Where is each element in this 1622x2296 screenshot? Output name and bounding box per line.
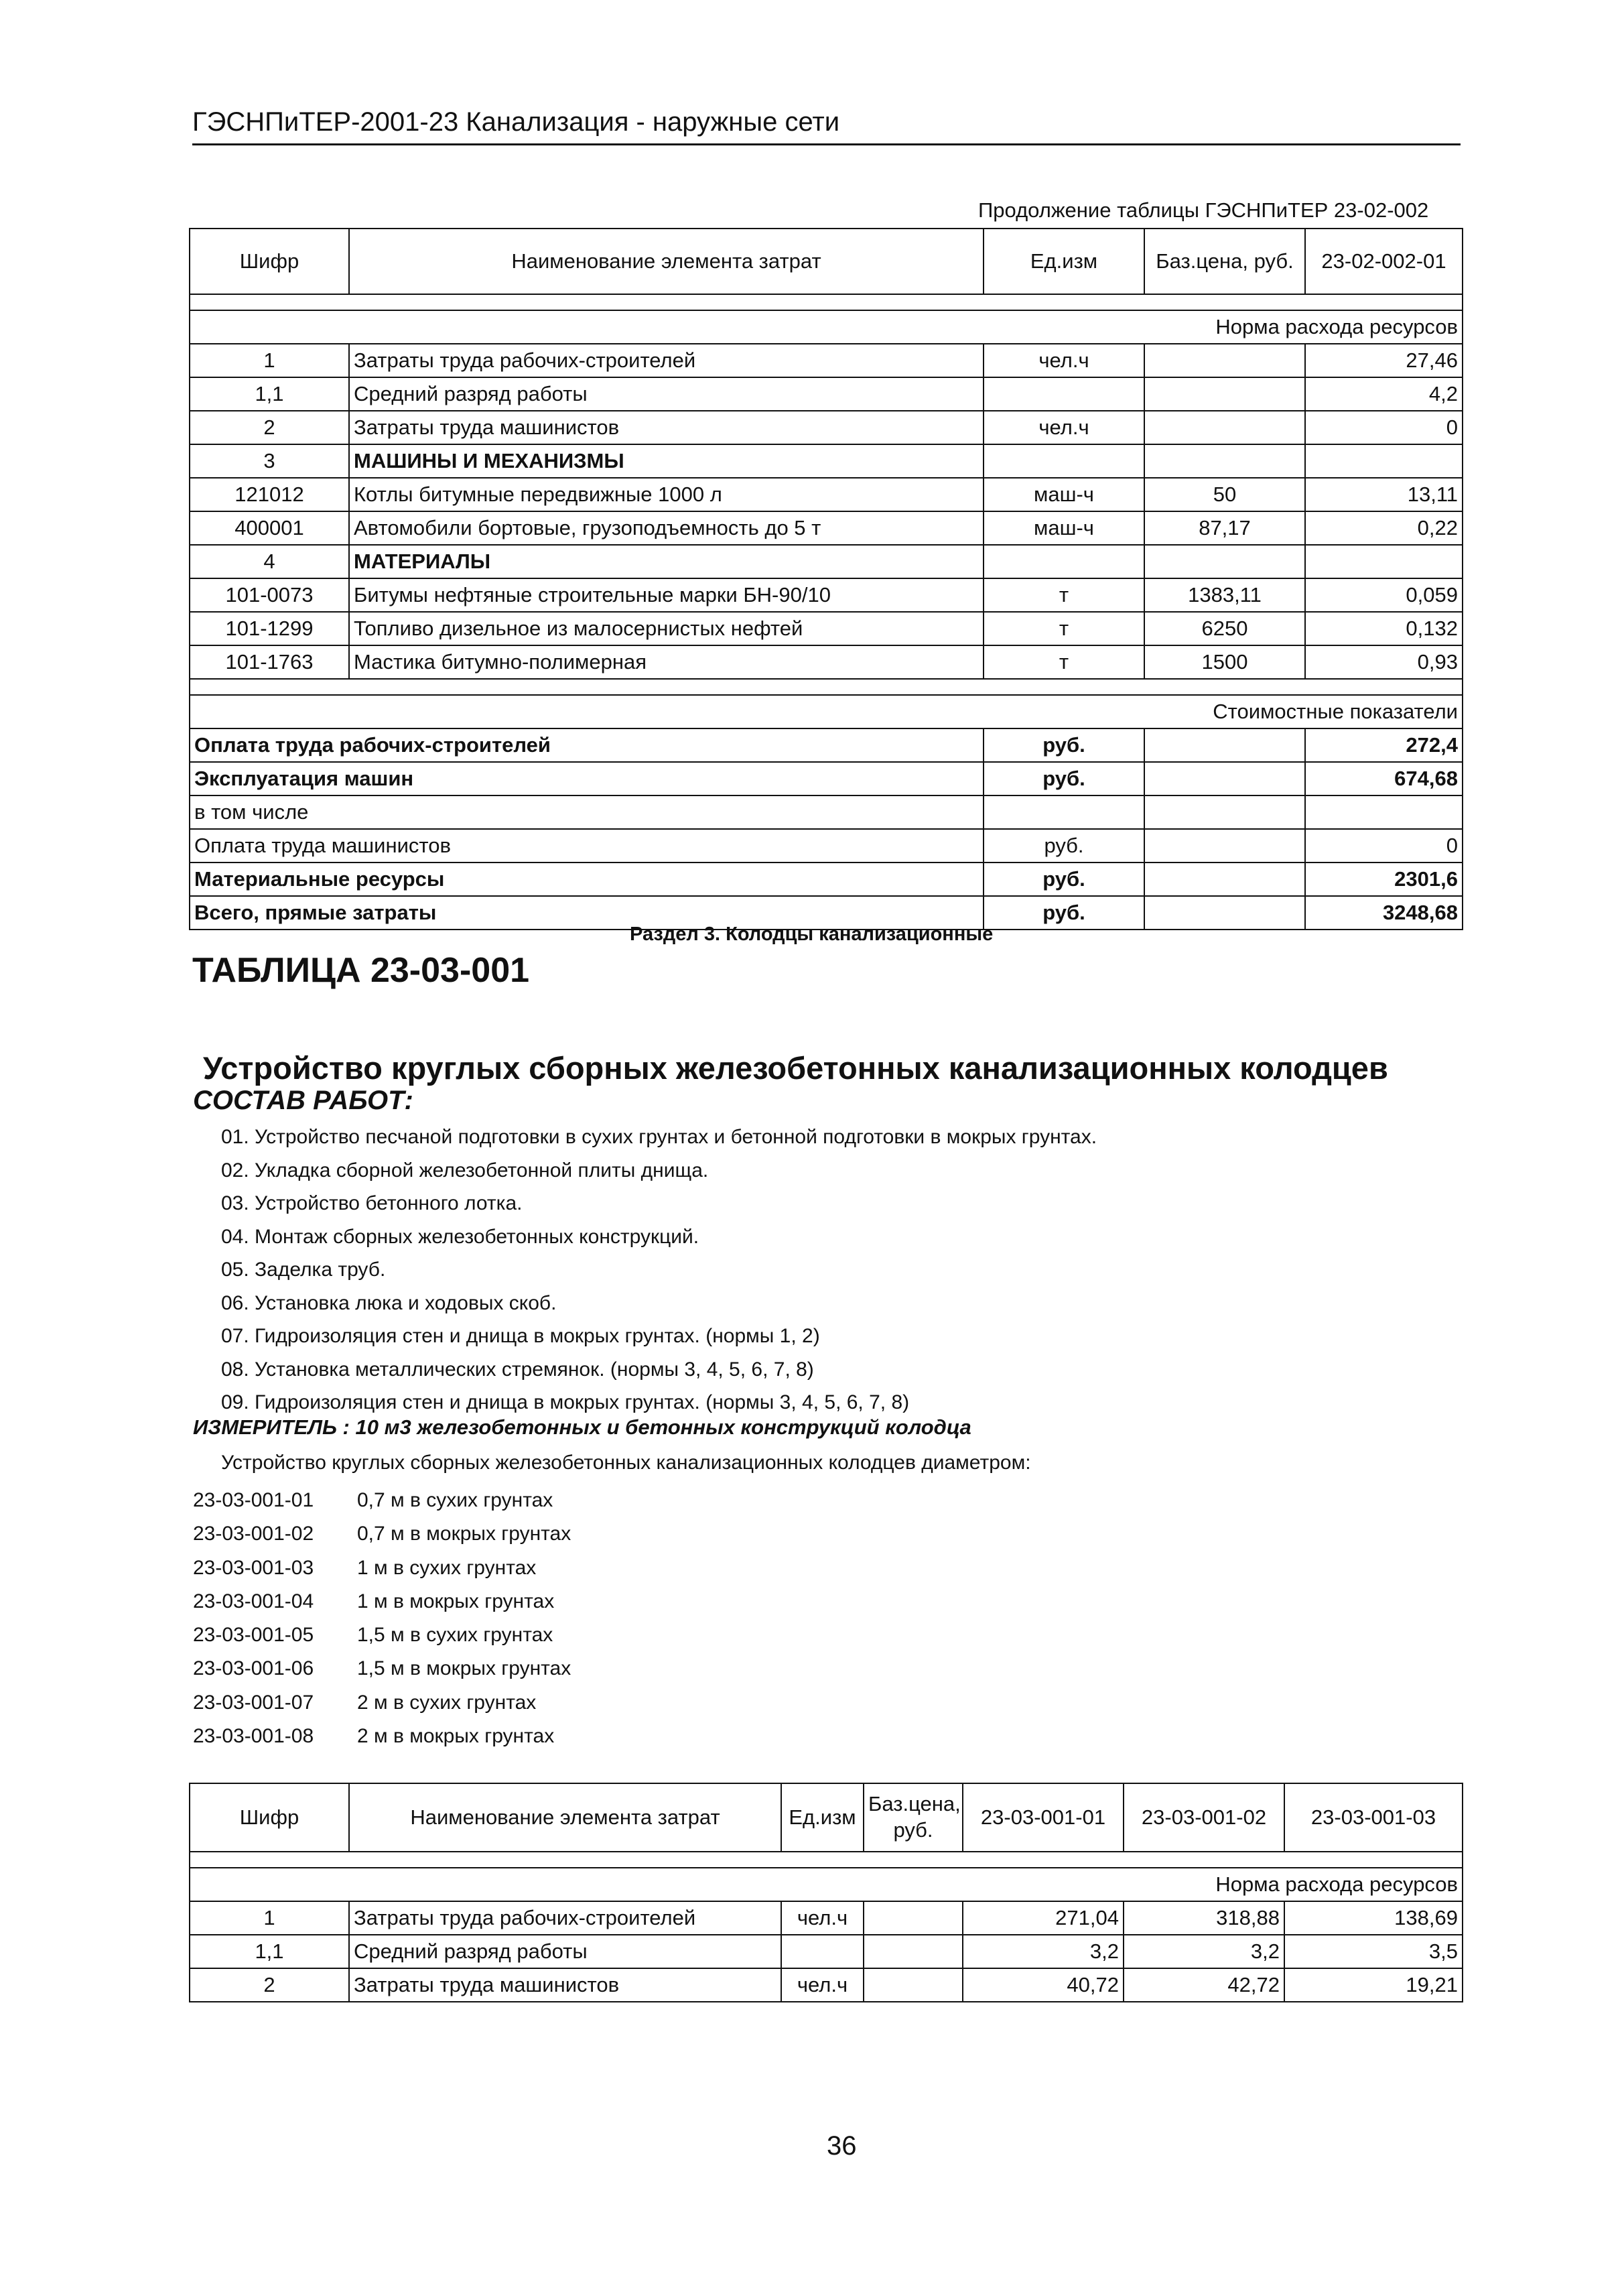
row-code: 4 [190,545,349,578]
work-item: 08. Установка металлических стремянок. (нормы 3, 4, 5, 6, 7, 8) [221,1358,814,1381]
row-unit: чел.ч [781,1968,864,2002]
variant-code: 23-03-001-08 [193,1725,314,1748]
variant-text: 0,7 м в сухих грунтах [357,1489,553,1511]
resource-table-23-03-001 [189,1783,1463,2002]
row-name: Битумы нефтяные строительные марки БН-90/10 [349,578,984,612]
spacer-row [190,679,1463,695]
row-unit [984,444,1144,478]
table-row [190,1935,1463,1968]
variants-intro: Устройство круглых сборных железобетонных канализационных колодцев диаметром: [221,1452,1031,1474]
row-code: 2 [190,1968,349,2002]
cost-label-row [190,695,1463,728]
table-row [190,478,1463,511]
row-unit: т [984,578,1144,612]
row-name: МАТЕРИАЛЫ [349,545,984,578]
section-heading: Раздел 3. Колодцы канализационные [630,923,994,945]
cost-name: Всего, прямые затраты [190,896,984,930]
row-name: Котлы битумные передвижные 1000 л [349,478,984,511]
row-value: 0 [1305,411,1463,444]
work-item: 03. Устройство бетонного лотка. [221,1192,523,1214]
column-header: Баз.цена, руб. [864,1783,963,1852]
row-price: 1383,11 [1144,578,1305,612]
row-code: 1,1 [190,377,349,411]
row-value: 0,059 [1305,578,1463,612]
row-unit [984,545,1144,578]
section-title: Устройство круглых сборных железобетонных канализационных колодцев [203,1050,1388,1086]
cost-row [190,795,1463,829]
row-value: 0,132 [1305,612,1463,645]
row-value: 138,69 [1284,1901,1463,1935]
row-value: 42,72 [1124,1968,1284,2002]
cost-price [1144,762,1305,795]
cost-row [190,728,1463,762]
cost-name: Оплата труда машинистов [190,829,984,863]
row-code: 101-1763 [190,645,349,679]
table-number-title: ТАБЛИЦА 23-03-001 [192,951,530,990]
row-value [1305,444,1463,478]
row-value: 0,93 [1305,645,1463,679]
variant-item [193,1618,571,1652]
row-unit: т [984,645,1144,679]
row-code: 1 [190,1901,349,1935]
norm-label: Норма расхода ресурсов [190,1868,1463,1901]
column-header: Шифр [190,1783,349,1852]
row-unit: маш-ч [984,511,1144,545]
row-unit: чел.ч [984,411,1144,444]
cost-value: 272,4 [1305,728,1463,762]
cost-label: Стоимостные показатели [190,695,1463,728]
variant-item [193,1720,571,1753]
column-header: 23-03-001-02 [1124,1783,1284,1852]
table-row [190,411,1463,444]
work-item: 05. Заделка труб. [221,1259,386,1281]
table-continuation-caption: Продолжение таблицы ГЭСНПиТЕР 23-02-002 [978,198,1429,222]
row-price: 1500 [1144,645,1305,679]
row-code: 400001 [190,511,349,545]
cost-price [1144,896,1305,930]
cost-name: Материальные ресурсы [190,863,984,896]
row-value: 3,2 [963,1935,1124,1968]
cost-price [1144,728,1305,762]
variant-code: 23-03-001-04 [193,1590,314,1612]
cost-unit: руб. [984,762,1144,795]
spacer-row [190,294,1463,310]
variant-text: 1 м в мокрых грунтах [357,1590,555,1612]
page-header: ГЭСНПиТЕР-2001-23 Канализация - наружные сети [192,107,840,137]
row-price [864,1935,963,1968]
row-price [1144,377,1305,411]
row-code: 101-1299 [190,612,349,645]
variant-text: 1 м в сухих грунтах [357,1556,537,1579]
variant-item [193,1652,571,1685]
row-price [1144,444,1305,478]
cost-row [190,762,1463,795]
variant-text: 0,7 м в мокрых грунтах [357,1523,571,1545]
variant-item [193,1551,571,1585]
variant-text: 1,5 м в мокрых грунтах [357,1657,571,1680]
row-price [1144,344,1305,377]
row-value: 27,46 [1305,344,1463,377]
cost-row [190,863,1463,896]
cost-unit: руб. [984,863,1144,896]
spacer-row [190,1852,1463,1868]
variant-code: 23-03-001-07 [193,1691,314,1714]
row-unit: т [984,612,1144,645]
column-header: 23-02-002-01 [1305,229,1463,294]
work-item: 04. Монтаж сборных железобетонных конструкций. [221,1225,699,1248]
table-row [190,444,1463,478]
row-price: 87,17 [1144,511,1305,545]
variants-list [193,1484,571,1753]
cost-unit: руб. [984,728,1144,762]
row-code: 101-0073 [190,578,349,612]
cost-row [190,829,1463,863]
row-value: 40,72 [963,1968,1124,2002]
table-row [190,578,1463,612]
cost-price [1144,863,1305,896]
cost-value [1305,795,1463,829]
cost-unit: руб. [984,829,1144,863]
table-row [190,1968,1463,2002]
row-value: 13,11 [1305,478,1463,511]
variant-item [193,1484,571,1517]
variant-code: 23-03-001-03 [193,1556,314,1579]
measure-unit [193,1415,971,1440]
cost-name: в том числе [190,795,984,829]
norm-label-row [190,1868,1463,1901]
row-value [1305,545,1463,578]
cost-price [1144,795,1305,829]
measure-value: 10 м3 железобетонных и бетонных конструкций колодца [355,1415,971,1439]
cost-value: 0 [1305,829,1463,863]
row-name: МАШИНЫ И МЕХАНИЗМЫ [349,444,984,478]
row-code: 1,1 [190,1935,349,1968]
row-unit [984,377,1144,411]
table-row [190,645,1463,679]
resource-table-23-02-002 [189,228,1463,930]
cost-unit [984,795,1144,829]
row-code: 1 [190,344,349,377]
row-unit [781,1935,864,1968]
work-item: 06. Установка люка и ходовых скоб. [221,1291,557,1314]
variant-item [193,1686,571,1720]
table-header-row [190,229,1463,294]
row-price [864,1901,963,1935]
variant-code: 23-03-001-02 [193,1523,314,1545]
cost-value: 674,68 [1305,762,1463,795]
row-price [1144,545,1305,578]
cost-name: Оплата труда рабочих-строителей [190,728,984,762]
row-price: 50 [1144,478,1305,511]
row-value: 318,88 [1124,1901,1284,1935]
cost-price [1144,829,1305,863]
row-value: 3,5 [1284,1935,1463,1968]
variant-text: 2 м в мокрых грунтах [357,1725,555,1748]
table-row [190,612,1463,645]
column-header: Шифр [190,229,349,294]
row-name: Топливо дизельное из малосернистых нефтей [349,612,984,645]
table-row [190,344,1463,377]
row-unit: маш-ч [984,478,1144,511]
row-code: 3 [190,444,349,478]
row-code: 121012 [190,478,349,511]
table-header-row [190,1783,1463,1852]
variant-item [193,1585,571,1618]
cost-name: Эксплуатация машин [190,762,984,795]
variant-text: 1,5 м в сухих грунтах [357,1624,553,1647]
column-header: Наименование элемента затрат [349,229,984,294]
cost-value: 3248,68 [1305,896,1463,930]
work-item: 01. Устройство песчаной подготовки в сухих грунтах и бетонной подготовки в мокрых грунтах. [221,1126,1097,1148]
cost-unit: руб. [984,896,1144,930]
row-value: 3,2 [1124,1935,1284,1968]
row-unit: чел.ч [781,1901,864,1935]
table-row [190,377,1463,411]
row-name: Затраты труда машинистов [349,411,984,444]
work-item: 02. Укладка сборной железобетонной плиты днища. [221,1159,709,1182]
row-name: Мастика битумно-полимерная [349,645,984,679]
row-unit: чел.ч [984,344,1144,377]
column-header: 23-03-001-01 [963,1783,1124,1852]
row-value: 19,21 [1284,1968,1463,2002]
header-rule [192,143,1461,145]
row-price [864,1968,963,2002]
column-header: Ед.изм [781,1783,864,1852]
variant-item [193,1517,571,1551]
column-header: Наименование элемента затрат [349,1783,781,1852]
row-price: 6250 [1144,612,1305,645]
cost-value: 2301,6 [1305,863,1463,896]
column-header: Ед.изм [984,229,1144,294]
norm-label: Норма расхода ресурсов [190,310,1463,344]
row-price [1144,411,1305,444]
row-value: 0,22 [1305,511,1463,545]
row-name: Затраты труда рабочих-строителей [349,1901,781,1935]
row-value: 271,04 [963,1901,1124,1935]
norm-label-row [190,310,1463,344]
work-item: 09. Гидроизоляция стен и днища в мокрых грунтах. (нормы 3, 4, 5, 6, 7, 8) [221,1391,910,1413]
row-name: Автомобили бортовые, грузоподъемность до 5 т [349,511,984,545]
table-row [190,1901,1463,1935]
column-header: Баз.цена, руб. [1144,229,1305,294]
composition-label: СОСТАВ РАБОТ: [193,1086,413,1115]
variant-code: 23-03-001-05 [193,1624,314,1647]
row-code: 2 [190,411,349,444]
measure-label: ИЗМЕРИТЕЛЬ : [193,1415,350,1439]
table-row [190,545,1463,578]
row-name: Средний разряд работы [349,1935,781,1968]
works-list [221,1121,1097,1419]
work-item: 07. Гидроизоляция стен и днища в мокрых грунтах. (нормы 1, 2) [221,1325,820,1347]
column-header: 23-03-001-03 [1284,1783,1463,1852]
variant-code: 23-03-001-01 [193,1489,314,1511]
row-value: 4,2 [1305,377,1463,411]
row-name: Средний разряд работы [349,377,984,411]
page-number: 36 [827,2131,857,2161]
row-name: Затраты труда рабочих-строителей [349,344,984,377]
table-row [190,511,1463,545]
row-name: Затраты труда машинистов [349,1968,781,2002]
variant-code: 23-03-001-06 [193,1657,314,1680]
variant-text: 2 м в сухих грунтах [357,1691,537,1714]
